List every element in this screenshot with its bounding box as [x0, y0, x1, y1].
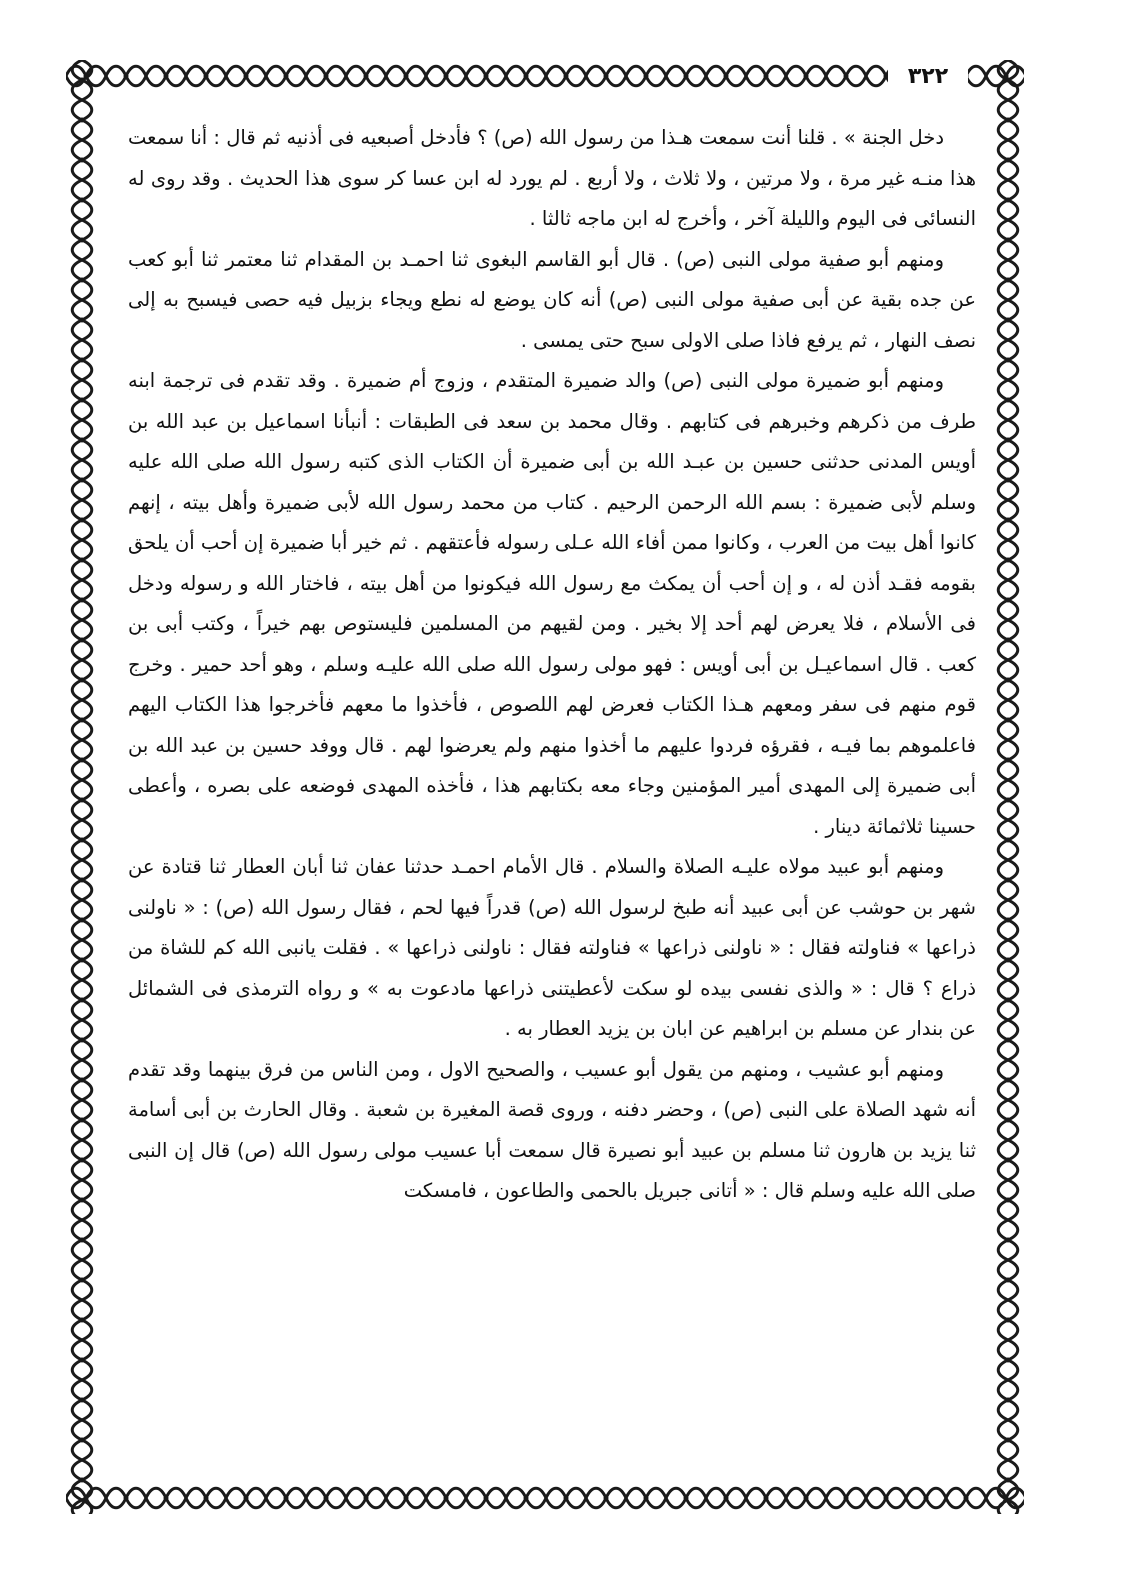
page-number: ٣٢٢: [888, 62, 968, 92]
border-top: [66, 60, 1024, 92]
border-left-pattern: [66, 60, 98, 1514]
border-right: [992, 60, 1024, 1514]
paragraph-2: ومنهم أبو صفية مولى النبى (ص) . قال أبو القاسم البغوى ثنا احمـد بن المقدام ثنا معتمر ثنا أبو كعب عن جده بقية عن أبى صفية مولى النبى (ص) أنه كان يوضع له نطع ويجاء بزبيل فيه حصى فيسبح به إلى نصف النهار ، ثم يرفع فاذا صلى الاولى سبح حتى يمسى .: [128, 247, 976, 352]
border-bottom: [66, 1482, 1024, 1514]
paragraph-1: دخل الجنة » . قلنا أنت سمعت هـذا من رسول الله (ص) ؟ فأدخل أصبعيه فى أذنيه ثم قال : أنا سمعت هذا منـه غير مرة ، ولا مرتين ، ولا ثلاث ، ولا أربع . لم يورد له ابن عسا كر سوى هذا الحديث . وقد روى له النسائى فى اليوم والليلة آخر ، وأخرج له ابن ماجه ثالثا .: [128, 126, 976, 230]
border-bottom-pattern: [66, 1482, 1024, 1514]
paragraph-4: ومنهم أبو عبيد مولاه عليـه الصلاة والسلام . قال الأمام احمـد حدثنا عفان ثنا أبان العطار ثنا قتادة عن شهر بن حوشب عن أبى عبيد أنه طبخ لرسول الله (ص) قدراً فيها لحم ، فقال رسول الله (ص) : « ناولنى ذراعها » فناولته فقال : « ناولنى ذراعها » فناولته فقال : ناولنى ذراعها » . فقلت يانبى الله كم للشاة من ذراع ؟ قال : « والذى نفسى بيده لو سكت لأعطيتنى ذراعها مادعوت به » و رواه الترمذى فى الشمائل عن بندار عن مسلم بن ابراهيم عن ابان بن يزيد العطار به .: [128, 855, 976, 1040]
border-top-pattern: [66, 60, 1024, 92]
paragraph-5: ومنهم أبو عشيب ، ومنهم من يقول أبو عسيب ، والصحيح الاول ، ومن الناس من فرق بينهما وقد تقدم أنه شهد الصلاة على النبى (ص) ، وحضر دفنه ، وروى قصة المغيرة بن شعبة . وقال الحارث بن أبى أسامة ثنا يزيد بن هارون ثنا مسلم بن عبيد أبو نصيرة قال سمعت أبا عسيب مولى رسول الله (ص) قال إن النبى صلى الله عليه وسلم قال : « أتانى جبريل بالحمى والطاعون ، فامسكت: [128, 1057, 976, 1202]
border-left: [66, 60, 98, 1514]
page-body: [128, 118, 976, 1448]
border-right-pattern: [992, 60, 1024, 1514]
paragraph-3: ومنهم أبو ضميرة مولى النبى (ص) والد ضميرة المتقدم ، وزوج أم ضميرة . وقد تقدم فى ترجمة ابنه طرف من ذكرهم وخبرهم فى كتابهم . وقال محمد بن سعد فى الطبقات : أنبأنا اسماعيل بن عبد الله بن أويس المدنى حدثنى حسين بن عبـد الله بن أبى ضميرة أن الكتاب الذى كتبه رسول الله صلى الله عليه وسلم لأبى ضميرة : بسم الله الرحمن الرحيم . كتاب من محمد رسول الله لأبى ضميرة وأهل بيته ، إنهم كانوا أهل بيت من العرب ، وكانوا ممن أفاء الله عـلى رسوله فأعتقهم . ثم خير أبا ضميرة إن أحب أن يلحق بقومه فقـد أذن له ، و إن أحب أن يمكث مع رسول الله فيكونوا من أهل بيته ، فاختار الله و رسوله ودخل فى الأسلام ، فلا يعرض لهم أحد إلا بخير . ومن لقيهم من المسلمين فليستوص بهم خيراً ، وكتب أبى بن كعب . قال اسماعيـل بن أبى أويس : فهو مولى رسول الله صلى الله عليـه وسلم ، وهو أحد حمير . وخرج قوم منهم فى سفر ومعهم هـذا الكتاب فعرض لهم اللصوص ، فأخذوا ما معهم فأخرجوا هذا الكتاب اليهم فاعلموهم بما فيـه ، فقرؤه فردوا عليهم ما أخذوا منهم ولم يعرضوا لهم . قال ووفد حسين بن عبد الله بن أبى ضميرة إلى المهدى أمير المؤمنين وجاء معه بكتابهم هذا ، فأخذه المهدى فوضعه على بصره ، وأعطى حسينا ثلاثمائة دينار .: [128, 369, 976, 838]
